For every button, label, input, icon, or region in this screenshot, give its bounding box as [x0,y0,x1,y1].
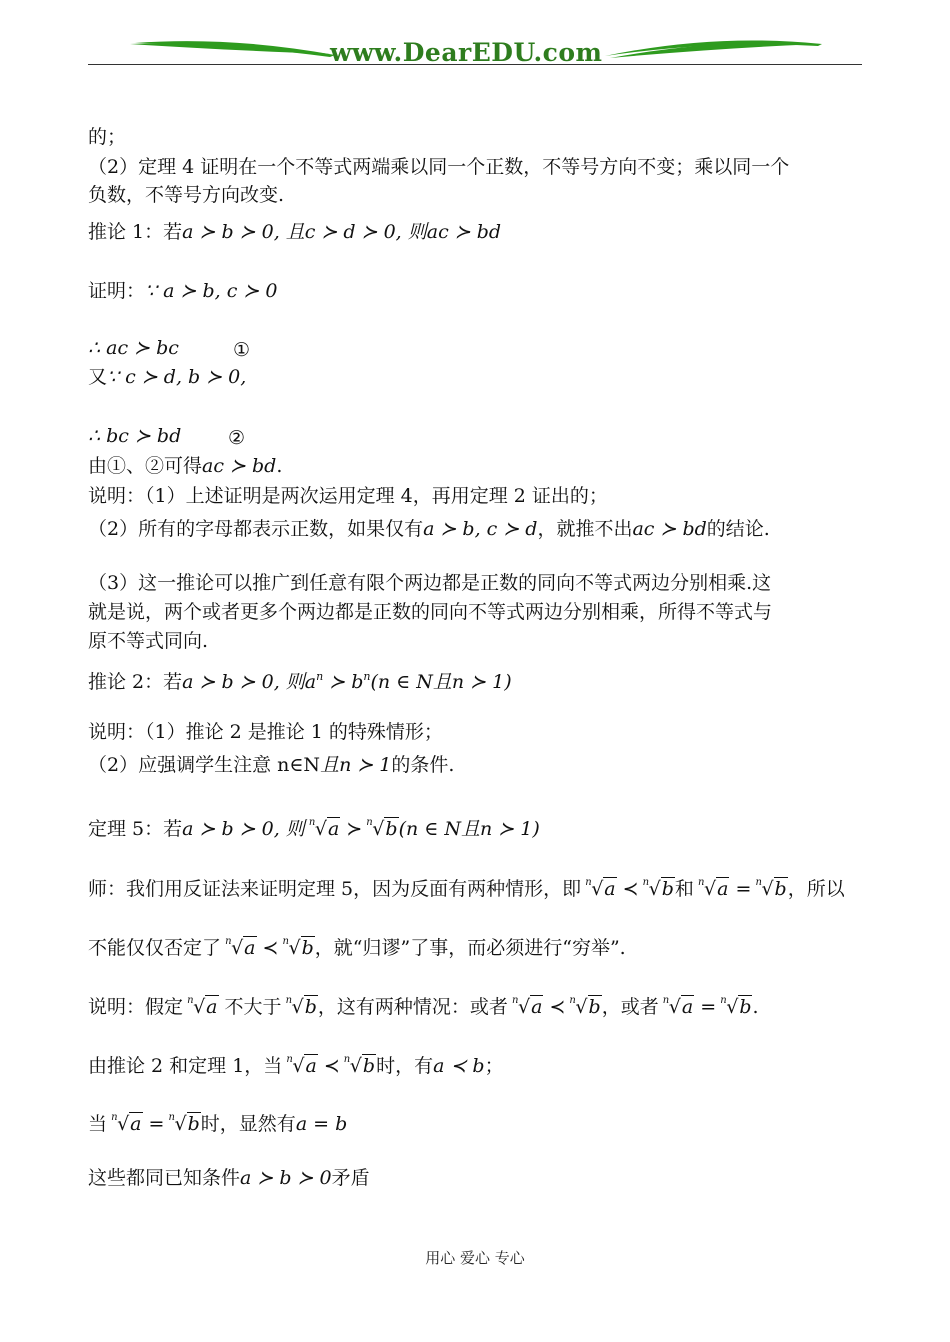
text-line: 负数，不等号方向改变. [88,184,285,206]
page-header [0,0,950,80]
note-3: 就是说，两个或者更多个两边都是正数的同向不等式两边分别相乘，所得不等式与 [88,601,773,623]
c2-note-1: 说明：（1）推论 2 是推论 1 的特殊情形； [88,721,443,743]
corollary-2: 推论 2：若a ≻ b ≻ 0, 则$a^n$ ≻ $b^n(n$ ∈ N且n ≻ 1) [88,670,512,693]
step-4: 由①、②可得ac ≻ bd. [88,455,283,477]
case-line-2: 当 n √a = n √b时，显然有a = b [88,1112,348,1135]
theorem-5: 定理 5：若a ≻ b ≻ 0, 则 n √a ≻ n √b(n ∈ N且n ≻ 1) [88,817,540,840]
step-3: ∴ bc ≻ bd ② [88,425,246,449]
c2-note-2: （2）应强调学生注意 n∈N且n ≻ 1的条件. [88,754,455,776]
step-2: 又∵ c ≻ d, b ≻ 0, [88,366,247,388]
explanation-line: 说明：假定 n √a 不大于 n √b，这有两种情况：或者 n √a ≺ n √b，或者 n √a = n √b. [88,995,759,1018]
step-1: ∴ ac ≻ bc ① [88,337,251,361]
conclusion-line: 这些都同已知条件a ≻ b ≻ 0矛盾 [88,1167,370,1189]
note-2: （2）所有的字母都表示正数，如果仅有a ≻ b, c ≻ d，就推不出ac ≻ bd的结论. [88,518,770,540]
case-line-1: 由推论 2 和定理 1，当 n √a ≺ n √b时，有a ≺ b； [88,1054,504,1077]
header-rule [88,64,862,65]
proof-line: 证明：∵ a ≻ b, c ≻ 0 [88,280,278,302]
corollary-1: 推论 1：若a ≻ b ≻ 0, 且c ≻ d ≻ 0, 则ac ≻ bd [88,221,502,243]
page-footer: 用心 爱心 专心 [425,1249,525,1267]
teacher-line-2: 不能仅仅否定了 n √a ≺ n √b，就“归谬”了事，而必须进行“穷举”. [88,936,626,959]
note-1: 说明：（1）上述证明是两次运用定理 4，再用定理 2 证出的； [88,485,608,507]
site-brand: www.DearEDU.com [330,38,603,67]
text-line: 的； [88,126,127,148]
note-3: （3）这一推论可以推广到任意有限个两边都是正数的同向不等式两边分别相乘.这 [88,572,772,594]
teacher-line: 师：我们用反证法来证明定理 5，因为反面有两种情形，即 n √a ≺ n √b和 n √a = n √b，所以 [88,877,845,900]
note-3: 原不等式同向. [88,630,209,652]
text-line: （2）定理 4 证明在一个不等式两端乘以同一个正数，不等号方向不变；乘以同一个 [88,156,790,178]
